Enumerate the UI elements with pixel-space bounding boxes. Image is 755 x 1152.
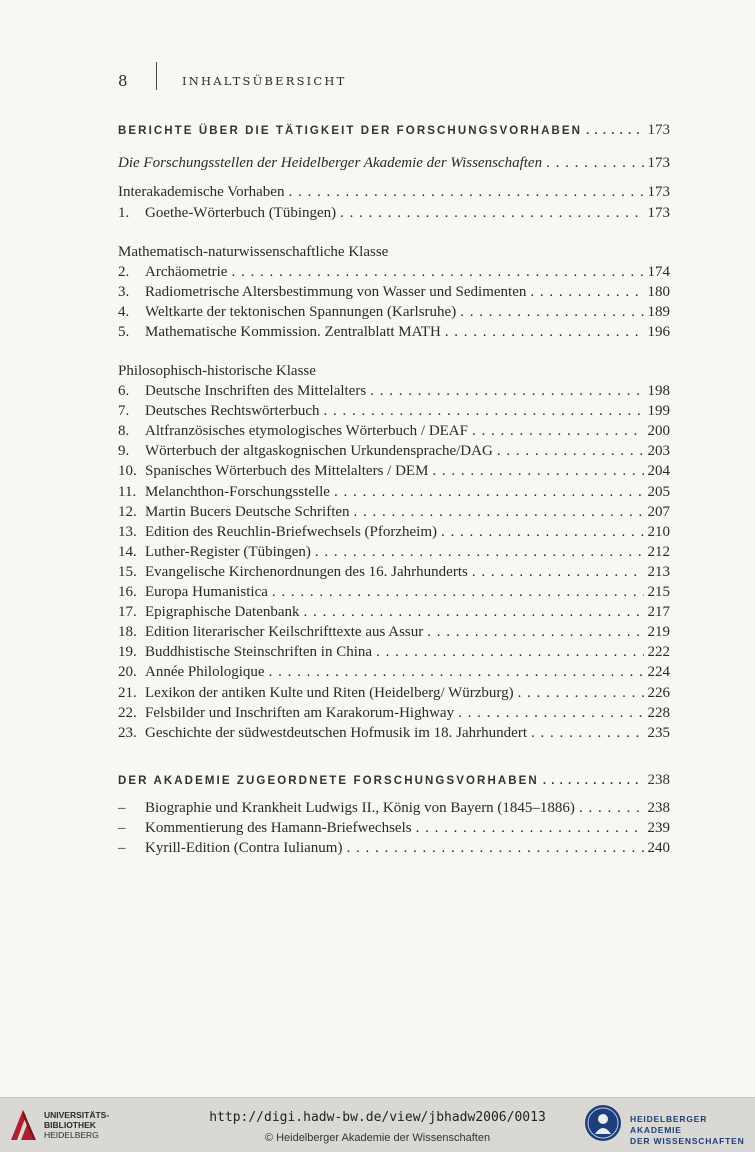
entry-number: 21. [118, 684, 137, 701]
entry-number: 14. [118, 543, 137, 560]
entry-number: 11. [118, 483, 137, 500]
entry-title: Weltkarte der tektonischen Spannungen (Karlsruhe) [145, 304, 457, 320]
page-ref: 228 [647, 704, 670, 721]
entry-number: 17. [118, 604, 137, 621]
toc-group-math-science: Mathematisch-naturwissenschaftliche Klasse [118, 244, 389, 260]
dot-leader [445, 324, 644, 341]
toc-entry[interactable] [118, 484, 670, 504]
entry-title: Wörterbuch der altgaskognischen Urkundensprache/DAG [145, 443, 493, 460]
page-ref: 239 [647, 820, 670, 836]
toc-entry-research-centers[interactable] [118, 155, 670, 175]
academy-line: HEIDELBERGER AKADEMIE [630, 1114, 708, 1135]
permalink-url[interactable]: http://digi.hadw-bw.de/view/jbhadw2006/0013 [209, 1110, 546, 1125]
dot-leader [354, 504, 644, 521]
toc-entry[interactable] [118, 284, 670, 304]
entry-number: 1. [118, 205, 130, 221]
toc-entry[interactable] [118, 840, 670, 860]
library-line: HEIDELBERG [44, 1130, 99, 1140]
header-divider [156, 62, 157, 90]
entry-title: Edition literarischer Keilschrifttexte aus Assur [145, 624, 424, 641]
page-ref: 203 [647, 443, 670, 460]
page-ref: 173 [647, 122, 670, 138]
toc-entry[interactable] [118, 443, 670, 463]
entry-title: Buddhistische Steinschriften in China [145, 644, 373, 661]
running-title: INHALTSÜBERSICHT [182, 74, 347, 88]
entry-title: Luther-Register (Tübingen) [145, 543, 311, 560]
page-ref: 212 [647, 543, 670, 560]
toc-entry[interactable] [118, 604, 670, 624]
entry-title: Felsbilder und Inschriften am Karakorum-Highway [145, 704, 455, 721]
entry-title: Melanchthon-Forschungsstelle [145, 483, 330, 500]
entry-title: Archäometrie [145, 264, 228, 280]
entry-title: Kyrill-Edition (Contra Iulianum) [145, 840, 343, 856]
dot-leader [531, 725, 644, 742]
entry-number: 23. [118, 724, 137, 741]
dot-leader [579, 800, 644, 817]
toc-group-philosophy-history: Philosophisch-historische Klasse [118, 363, 316, 379]
toc-entry[interactable] [118, 705, 670, 725]
page-ref: 226 [647, 684, 670, 701]
page-ref: 180 [647, 284, 670, 300]
entry-number: 8. [118, 423, 130, 440]
copyright-notice: © Heidelberger Akademie der Wissenschaften [264, 1132, 491, 1144]
toc-entry-text: Die Forschungsstellen der Heidelberger Akademie der Wissenschaften [118, 155, 543, 171]
toc-entry[interactable] [118, 584, 670, 604]
page-ref: 238 [647, 800, 670, 816]
toc-entry[interactable] [118, 264, 670, 284]
toc-entry[interactable] [118, 504, 670, 524]
page-ref: 196 [647, 324, 670, 340]
dot-leader [231, 264, 643, 281]
toc-entry[interactable] [118, 383, 670, 403]
entry-number: 13. [118, 523, 137, 540]
dot-leader [432, 463, 643, 480]
entry-number: 3. [118, 284, 130, 300]
dot-leader [340, 205, 643, 222]
page-ref: 210 [647, 523, 670, 540]
entry-title: Deutsches Rechtswörterbuch [145, 403, 320, 420]
entry-number: 20. [118, 664, 137, 681]
dot-leader [472, 564, 644, 581]
entry-number: 9. [118, 443, 130, 460]
entry-number: 10. [118, 463, 137, 480]
dot-leader [441, 524, 643, 541]
section-heading-assigned-projects [118, 772, 670, 792]
footer-bar [0, 1097, 755, 1152]
entry-number: 6. [118, 383, 130, 399]
entry-title: Lexikon der antiken Kulte und Riten (Heidelberg/ Würzburg) [145, 684, 514, 701]
toc-entry[interactable] [118, 544, 670, 564]
dot-leader [586, 125, 643, 137]
toc-entry[interactable] [118, 624, 670, 644]
toc-entry[interactable] [118, 800, 670, 820]
dot-leader [427, 624, 643, 641]
page-ref: 240 [647, 840, 670, 856]
entry-number: 19. [118, 644, 137, 661]
toc-entry[interactable] [118, 423, 670, 443]
entry-title: Martin Bucers Deutsche Schriften [145, 503, 350, 520]
entry-title: Biographie und Krankheit Ludwigs II., König von Bayern (1845–1886) [145, 800, 575, 816]
page-ref: 173 [647, 155, 670, 171]
toc-entry[interactable] [118, 403, 670, 423]
entry-number: – [118, 820, 126, 836]
toc-group-title: Interakademische Vorhaben [118, 184, 285, 200]
entry-number: 2. [118, 264, 130, 280]
page-ref: 173 [647, 205, 670, 221]
entry-title: Deutsche Inschriften des Mittelalters [145, 383, 367, 399]
dot-leader [315, 544, 644, 561]
page-ref: 217 [647, 604, 670, 621]
entry-title: Altfranzösisches etymologisches Wörterbuch / DEAF [145, 423, 468, 440]
toc-entry[interactable] [118, 304, 670, 324]
toc-entry[interactable] [118, 664, 670, 684]
entry-number: 7. [118, 403, 130, 420]
entry-number: – [118, 840, 126, 856]
entry-title: Mathematische Kommission. Zentralblatt MATH [145, 324, 441, 340]
dot-leader [543, 775, 644, 787]
page-ref: 174 [647, 264, 670, 280]
toc-entry[interactable] [118, 324, 670, 344]
academy-seal-icon [584, 1104, 622, 1142]
entry-title: Evangelische Kirchenordnungen des 16. Jahrhunderts [145, 563, 468, 580]
page-ref: 235 [647, 724, 670, 741]
page-ref: 222 [647, 644, 670, 661]
page-ref: 238 [647, 772, 670, 788]
page-number: 8 [118, 72, 128, 90]
entry-title: Radiometrische Altersbestimmung von Wasser und Sedimenten [145, 284, 527, 300]
entry-number: – [118, 800, 126, 816]
entry-number: 15. [118, 563, 137, 580]
dot-leader [518, 685, 644, 702]
entry-title: Europa Humanistica [145, 584, 268, 600]
dot-leader [304, 604, 644, 621]
library-line: UNIVERSITÄTS- [44, 1110, 110, 1120]
section-heading-research-reports [118, 122, 670, 142]
entry-number: 22. [118, 704, 137, 721]
entry-number: 18. [118, 624, 137, 641]
section-heading-text: BERICHTE ÜBER DIE TÄTIGKEIT DER FORSCHUNGSVORHABEN [118, 125, 583, 137]
dot-leader [334, 484, 644, 501]
page-ref: 204 [647, 463, 670, 480]
entry-title: Année Philologique [145, 664, 265, 681]
dot-leader [416, 820, 644, 837]
entry-title: Spanisches Wörterbuch des Mittelalters / DEM [145, 463, 429, 480]
toc-entry[interactable] [118, 205, 670, 225]
entry-number: 5. [118, 324, 130, 340]
dot-leader [288, 184, 643, 201]
dot-leader [458, 705, 643, 722]
dot-leader [269, 664, 644, 681]
page-ref: 205 [647, 483, 670, 500]
dot-leader [472, 423, 644, 440]
page-ref: 199 [647, 403, 670, 420]
dot-leader [324, 403, 644, 420]
page-ref: 224 [647, 664, 670, 681]
page-ref: 200 [647, 423, 670, 440]
page-ref: 219 [647, 624, 670, 641]
dot-leader [530, 284, 643, 301]
section-heading-text: DER AKADEMIE ZUGEORDNETE FORSCHUNGSVORHABEN [118, 775, 539, 787]
dot-leader [460, 304, 643, 321]
entry-number: 12. [118, 503, 137, 520]
dot-leader [546, 155, 643, 172]
entry-title: Goethe-Wörterbuch (Tübingen) [145, 205, 337, 221]
page-ref: 215 [647, 584, 670, 600]
toc-entry[interactable] [118, 644, 670, 664]
toc-group-interacademic[interactable] [118, 184, 670, 204]
page-ref: 207 [647, 503, 670, 520]
page-ref: 198 [647, 383, 670, 399]
page-ref: 173 [647, 184, 670, 200]
dot-leader [497, 443, 644, 460]
entry-number: 16. [118, 584, 137, 600]
dot-leader [376, 644, 643, 661]
entry-number: 4. [118, 304, 130, 320]
page-ref: 189 [647, 304, 670, 320]
dot-leader [370, 383, 643, 400]
toc-entry[interactable] [118, 463, 670, 483]
academy-line: DER WISSENSCHAFTEN [630, 1136, 745, 1146]
entry-title: Edition des Reuchlin-Briefwechsels (Pforzheim) [145, 523, 438, 540]
entry-title: Kommentierung des Hamann-Briefwechsels [145, 820, 412, 836]
page-ref: 213 [647, 563, 670, 580]
library-line: BIBLIOTHEK [44, 1120, 96, 1130]
toc-entry[interactable] [118, 524, 670, 544]
toc-entry[interactable] [118, 685, 670, 705]
dot-leader [346, 840, 643, 857]
entry-title: Geschichte der südwestdeutschen Hofmusik im 18. Jahrhundert [145, 724, 527, 741]
academy-name [630, 1114, 755, 1147]
dot-leader [272, 584, 644, 601]
entry-title: Epigraphische Datenbank [145, 604, 300, 621]
toc-entry[interactable] [118, 564, 670, 584]
toc-entry[interactable] [118, 820, 670, 840]
toc-entry[interactable] [118, 725, 670, 745]
